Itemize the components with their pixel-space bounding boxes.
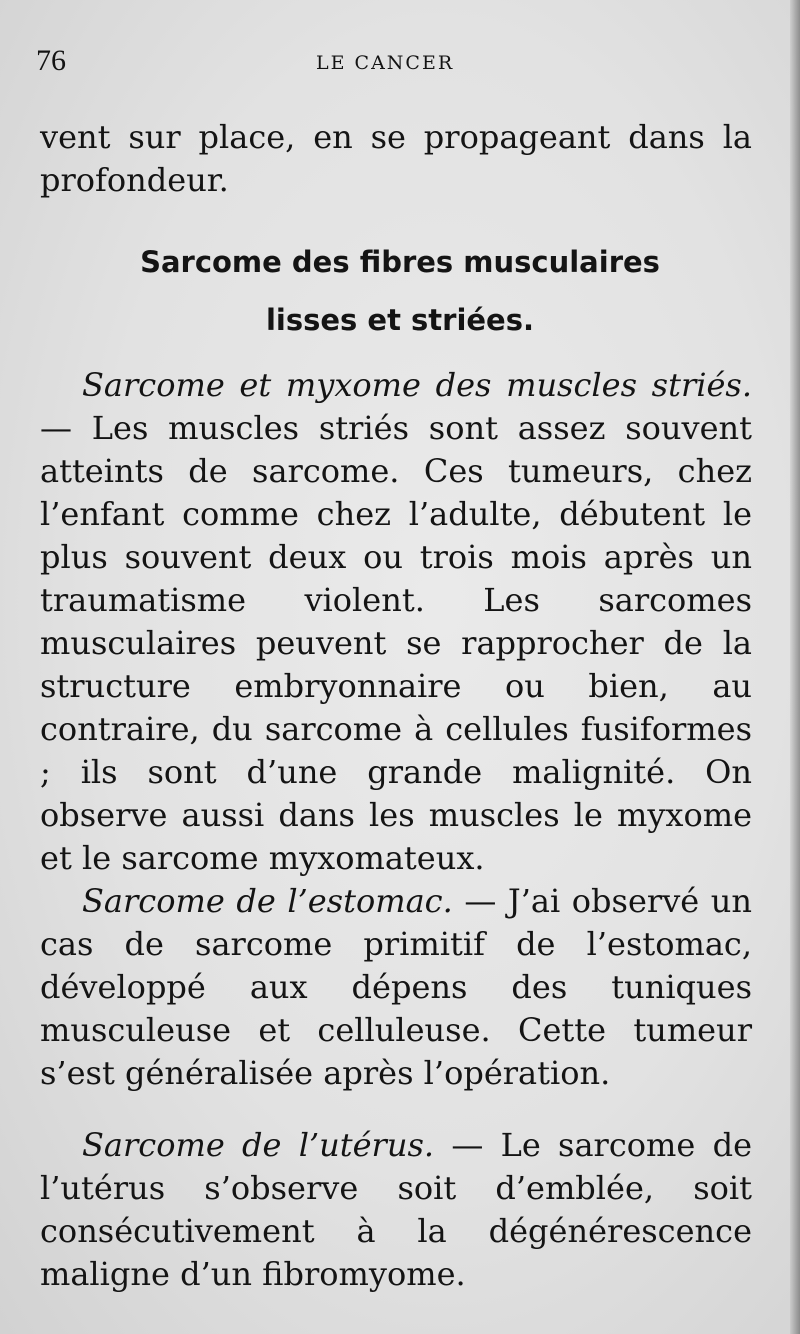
paragraph-muscles-body: — Les muscles striés sont assez souvent atteints de sarcome. Ces tumeurs, chez l’enfant comme chez l’adulte, débutent le plus souvent deux ou trois mois après un traumatisme violent. Les sarcomes musculaires peuvent se rapprocher de la structure embryonnaire ou bien, au contraire, du sarcome à cellules fusiformes ; ils sont d’une grande malignité. On observe aussi dans les muscles le myxome et le sarcome myxomateux. [40, 409, 752, 877]
section-heading-line-2: lisses et striées. [265, 303, 535, 337]
paragraph-muscles [40, 364, 752, 880]
paragraph-estomac-title: Sarcome de l’estomac. [82, 882, 453, 920]
paragraph-uterus [40, 1124, 752, 1296]
page-number: 76 [36, 44, 66, 77]
running-head: LE CANCER [316, 52, 455, 74]
paragraph-uterus-body: — Le sarcome de l’utérus s’observe soit d’emblée, soit consécutivement à la dégénérescence maligne d’un fibromyome. [40, 1126, 753, 1293]
paragraph-uterus-title: Sarcome de l’utérus. [82, 1126, 435, 1164]
paragraph-estomac-body: — J’ai observé un cas de sarcome primitif de l’estomac, développé aux dépens des tuniques musculeuse et celluleuse. Cette tumeur s’est généralisée après l’opération. [40, 882, 753, 1092]
paragraph-muscles-title: Sarcome et myxome des muscles striés. [82, 366, 752, 404]
paragraph-estomac [40, 880, 752, 1095]
page-header [36, 44, 736, 84]
continuation-paragraph: vent sur place, en se propageant dans la profondeur. [40, 118, 752, 199]
section-heading-line-1: Sarcome des fibres musculaires [140, 245, 660, 279]
